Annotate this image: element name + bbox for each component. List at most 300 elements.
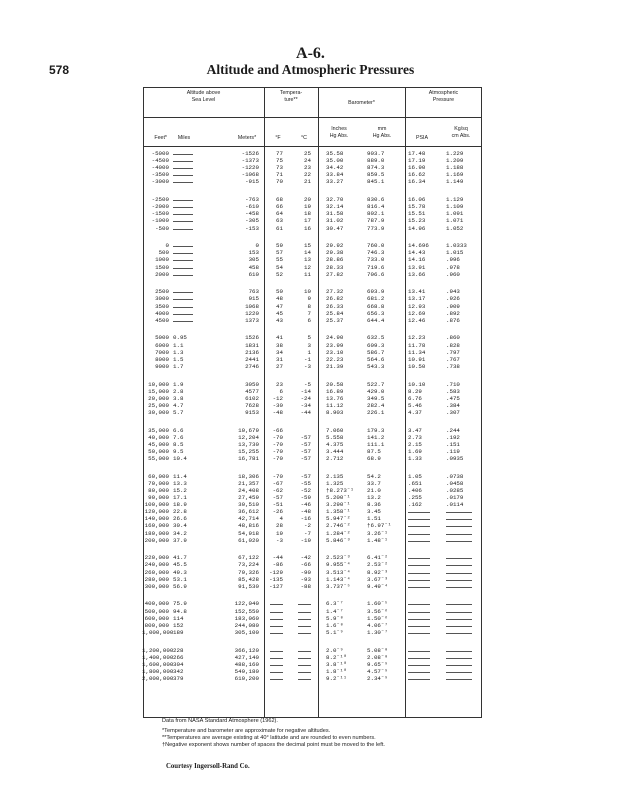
cell-miles-dash bbox=[173, 154, 193, 155]
cell-inches: 28.33 bbox=[326, 263, 344, 271]
cell-f: 75 bbox=[276, 157, 283, 165]
cell-meters: 458 bbox=[248, 263, 259, 271]
cell-mm: 746.3 bbox=[367, 249, 385, 257]
cell-inches: 9.2⁻¹¹ bbox=[326, 674, 347, 682]
cell-meters: 18,306 bbox=[238, 472, 259, 480]
cell-c-dash bbox=[298, 612, 311, 613]
cell-mm: 719.6 bbox=[367, 263, 385, 271]
cell-kg: 1.015 bbox=[446, 249, 464, 257]
cell-psia: 16.62 bbox=[408, 171, 426, 179]
cell-meters: -915 bbox=[245, 178, 259, 186]
cell-f: -135 bbox=[269, 575, 283, 583]
cell-c: 12 bbox=[304, 263, 311, 271]
cell-miles: 1.5 bbox=[173, 355, 184, 363]
cell-meters: 73,224 bbox=[238, 561, 259, 569]
cell-psia: 14.43 bbox=[408, 249, 426, 257]
credit-line: Courtesy Ingersoll-Rand Co. bbox=[166, 763, 250, 770]
cell-c: -48 bbox=[300, 508, 311, 516]
cell-c: -16 bbox=[300, 515, 311, 523]
cell-kg: .828 bbox=[446, 341, 460, 349]
column-divider-altitude bbox=[264, 87, 265, 718]
cell-f-dash bbox=[270, 604, 283, 605]
cell-kg: 1.0333 bbox=[446, 242, 467, 250]
cell-feet: 40,000 bbox=[148, 433, 169, 441]
footnote-temperature: **Temperatures are average existing at 40° latitude and are rounded to even numbers. bbox=[162, 735, 376, 741]
cell-meters: 1220 bbox=[245, 309, 259, 317]
cell-c: -5 bbox=[304, 380, 311, 388]
cell-miles: 11.4 bbox=[173, 472, 187, 480]
cell-miles: 13.3 bbox=[173, 479, 187, 487]
cell-feet: 160,000 bbox=[144, 522, 169, 530]
cell-kg-dash bbox=[446, 526, 472, 527]
cell-inches: 3.290⁻¹ bbox=[326, 501, 351, 509]
cell-f: 43 bbox=[276, 316, 283, 324]
cell-feet: 1,400,000 bbox=[142, 653, 174, 661]
cell-inches: 1.8⁻¹⁰ bbox=[326, 667, 347, 675]
kg-header-line-1: Kg/sq bbox=[454, 126, 468, 132]
cell-c: 23 bbox=[304, 164, 311, 172]
altitude-group-header bbox=[143, 90, 264, 103]
cell-meters: 2441 bbox=[245, 355, 259, 363]
cell-inches: 32.14 bbox=[326, 203, 344, 211]
cell-meters: 10,679 bbox=[238, 426, 259, 434]
cell-miles: 3.8 bbox=[173, 394, 184, 402]
cell-mm: 1.50⁻⁶ bbox=[367, 614, 388, 622]
cell-kg: .860 bbox=[446, 334, 460, 342]
cell-c: -57 bbox=[300, 447, 311, 455]
cell-c: -59 bbox=[300, 494, 311, 501]
cell-meters: 244,080 bbox=[234, 621, 259, 629]
inches-header-line-1: Inches bbox=[331, 126, 347, 132]
cell-miles: 22.8 bbox=[173, 508, 187, 516]
cell-kg: .892 bbox=[446, 309, 460, 317]
cell-mm: 681.2 bbox=[367, 295, 385, 303]
cell-mm: 141.2 bbox=[367, 433, 385, 441]
cell-mm: †6.97⁻¹ bbox=[367, 522, 392, 530]
cell-c: -93 bbox=[300, 575, 311, 583]
cell-kg: .583 bbox=[446, 387, 460, 395]
cell-mm: 5.08⁻⁸ bbox=[367, 646, 388, 654]
cell-c-dash bbox=[298, 651, 311, 652]
cell-f-dash bbox=[270, 626, 283, 627]
cell-inches: 35.58 bbox=[326, 150, 344, 157]
cell-inches: 28.86 bbox=[326, 256, 344, 264]
cell-meters: 24,408 bbox=[238, 486, 259, 494]
cell-mm: 656.3 bbox=[367, 309, 385, 317]
cell-meters: -305 bbox=[245, 217, 259, 225]
cell-kg: .996 bbox=[446, 256, 460, 264]
cell-inches: 3.8⁻¹⁰ bbox=[326, 660, 347, 668]
cell-miles-dash bbox=[173, 200, 193, 201]
cell-kg-dash bbox=[446, 565, 472, 566]
cell-feet: 60,000 bbox=[148, 472, 169, 480]
cell-feet: 6000 bbox=[155, 341, 169, 349]
cell-mm: 693.9 bbox=[367, 288, 385, 296]
cell-psia: 10.10 bbox=[408, 380, 426, 388]
cell-c-dash bbox=[298, 626, 311, 627]
cell-kg: 1.071 bbox=[446, 217, 464, 225]
cell-inches: 2.712 bbox=[326, 455, 344, 462]
cell-meters: -610 bbox=[245, 203, 259, 211]
cell-f: 68 bbox=[276, 196, 283, 204]
cell-meters: 30,510 bbox=[238, 501, 259, 509]
cell-mm: 564.6 bbox=[367, 355, 385, 363]
cell-psia-dash bbox=[408, 612, 430, 613]
cell-c: 20 bbox=[304, 196, 311, 204]
cell-meters: 183,060 bbox=[234, 614, 259, 622]
cell-mm: 429.0 bbox=[367, 387, 385, 395]
cell-f: 54 bbox=[276, 263, 283, 271]
cell-inches: †8.273⁻¹ bbox=[326, 486, 354, 494]
cell-f-dash bbox=[270, 672, 283, 673]
cell-miles: 1.1 bbox=[173, 341, 184, 349]
cell-psia-dash bbox=[408, 626, 430, 627]
cell-c: 16 bbox=[304, 224, 311, 232]
cell-inches: 5.1⁻⁹ bbox=[326, 628, 344, 636]
cell-feet: 70,000 bbox=[148, 479, 169, 487]
cell-psia: 12.23 bbox=[408, 334, 426, 342]
cell-mm: 13.2 bbox=[367, 494, 381, 501]
cell-mm: 889.0 bbox=[367, 157, 385, 165]
cell-f: -127 bbox=[269, 582, 283, 590]
footnote-negative-altitudes: *Temperature and barometer are approximate for negative altitudes. bbox=[162, 728, 331, 734]
cell-miles-dash bbox=[173, 299, 193, 300]
cell-kg: .710 bbox=[446, 380, 460, 388]
cell-kg: 1.209 bbox=[446, 157, 464, 165]
cell-meters: 488,160 bbox=[234, 660, 259, 668]
cell-psia: 2.73 bbox=[408, 433, 422, 441]
cell-f: 45 bbox=[276, 309, 283, 317]
cell-feet: 15,000 bbox=[148, 387, 169, 395]
cell-psia: 13.41 bbox=[408, 288, 426, 296]
cell-miles: 30.4 bbox=[173, 522, 187, 530]
cell-inches: 25.84 bbox=[326, 309, 344, 317]
cell-c: -3 bbox=[304, 362, 311, 370]
cell-feet: 300,000 bbox=[144, 582, 169, 590]
cell-miles: 379 bbox=[173, 674, 184, 682]
cell-f: -70 bbox=[272, 472, 283, 480]
cell-miles: 8.5 bbox=[173, 440, 184, 448]
cell-f: -12 bbox=[272, 394, 283, 402]
cell-mm: 773.9 bbox=[367, 224, 385, 232]
cell-inches: 20.58 bbox=[326, 380, 344, 388]
cell-miles: 6.6 bbox=[173, 426, 184, 434]
cell-meters: 1831 bbox=[245, 341, 259, 349]
cell-f: -66 bbox=[272, 426, 283, 434]
cell-meters: 366,120 bbox=[234, 646, 259, 654]
temperature-header-line-2: ture** bbox=[284, 96, 298, 103]
cell-inches: 1.358⁻¹ bbox=[326, 508, 351, 516]
cell-miles: 75.9 bbox=[173, 600, 187, 608]
cell-miles: 37.9 bbox=[173, 536, 187, 544]
cell-miles: 266 bbox=[173, 653, 184, 661]
cell-psia: 8.29 bbox=[408, 387, 422, 395]
cell-inches: 25.37 bbox=[326, 316, 344, 324]
cell-psia-dash bbox=[408, 672, 430, 673]
cell-f: 41 bbox=[276, 334, 283, 342]
cell-mm: 3.67⁻³ bbox=[367, 575, 388, 583]
cell-f: 19 bbox=[276, 529, 283, 537]
cell-meters: 1373 bbox=[245, 316, 259, 324]
cell-miles: 17.1 bbox=[173, 494, 187, 501]
cell-c: 22 bbox=[304, 171, 311, 179]
footnote-source: Data from NASA Standard Atmosphere (1962). bbox=[162, 718, 278, 724]
table-id: A-6. bbox=[296, 45, 325, 62]
cell-c: -34 bbox=[300, 401, 311, 409]
cell-meters: 67,122 bbox=[238, 554, 259, 562]
atmospheric-header-line-2: Pressure bbox=[432, 96, 455, 103]
cell-feet: 400,000 bbox=[144, 600, 169, 608]
cell-c-dash bbox=[298, 672, 311, 673]
cell-c: -42 bbox=[300, 554, 311, 562]
cell-miles: 53.1 bbox=[173, 575, 187, 583]
cell-f: 34 bbox=[276, 348, 283, 356]
cell-psia: 3.47 bbox=[408, 426, 422, 434]
table-title: Altitude and Atmospheric Pressures bbox=[206, 62, 415, 77]
cell-psia: 6.76 bbox=[408, 394, 422, 402]
cell-inches: 16.89 bbox=[326, 387, 344, 395]
cell-c: 18 bbox=[304, 210, 311, 218]
cell-miles: 18.9 bbox=[173, 501, 187, 509]
cell-c: 8 bbox=[307, 302, 311, 310]
cell-inches: 2.523⁻³ bbox=[326, 554, 351, 562]
cell-c: -57 bbox=[300, 455, 311, 462]
column-divider-barometer bbox=[405, 87, 406, 718]
cell-meters: -1526 bbox=[241, 150, 259, 157]
cell-inches: 11.12 bbox=[326, 401, 344, 409]
cell-feet: 500,000 bbox=[144, 607, 169, 615]
cell-f: 66 bbox=[276, 203, 283, 211]
col-header-miles: Miles bbox=[177, 135, 191, 141]
cell-kg-dash bbox=[446, 519, 472, 520]
cell-c: 14 bbox=[304, 249, 311, 257]
cell-mm: 1.51 bbox=[367, 515, 381, 523]
cell-f: 6 bbox=[279, 387, 283, 395]
cell-kg: .926 bbox=[446, 295, 460, 303]
cell-c-dash bbox=[298, 604, 311, 605]
cell-psia: 13.17 bbox=[408, 295, 426, 303]
cell-feet: -2000 bbox=[151, 203, 169, 211]
cell-feet: 140,000 bbox=[144, 515, 169, 523]
cell-psia-dash bbox=[408, 512, 430, 513]
cell-meters: 21,357 bbox=[238, 479, 259, 487]
temperature-header-line-1: Tempera- bbox=[279, 90, 303, 96]
cell-feet: 240,000 bbox=[144, 561, 169, 569]
cell-kg: .738 bbox=[446, 362, 460, 370]
cell-feet: 1,200,000 bbox=[142, 646, 174, 654]
cell-feet: -4500 bbox=[151, 157, 169, 165]
cell-miles-dash bbox=[173, 307, 193, 308]
cell-miles: 41.7 bbox=[173, 554, 187, 562]
cell-feet: 4000 bbox=[155, 309, 169, 317]
cell-c: 19 bbox=[304, 203, 311, 211]
cell-psia: 14.696 bbox=[408, 242, 429, 250]
cell-c: 11 bbox=[304, 270, 311, 278]
cell-psia-dash bbox=[408, 665, 430, 666]
cell-f-dash bbox=[270, 612, 283, 613]
cell-inches: 23.99 bbox=[326, 341, 344, 349]
cell-c-dash bbox=[298, 658, 311, 659]
cell-meters: 305,100 bbox=[234, 628, 259, 636]
cell-feet: -4000 bbox=[151, 164, 169, 172]
cell-miles-dash bbox=[173, 253, 193, 254]
cell-meters: 549,180 bbox=[234, 667, 259, 675]
cell-mm: 543.3 bbox=[367, 362, 385, 370]
cell-inches: 31.58 bbox=[326, 210, 344, 218]
cell-feet: 280,000 bbox=[144, 575, 169, 583]
cell-c: 21 bbox=[304, 178, 311, 186]
cell-f: 55 bbox=[276, 256, 283, 264]
cell-mm: 2.34⁻⁹ bbox=[367, 674, 388, 682]
cell-c: 10 bbox=[304, 288, 311, 296]
cell-c-dash bbox=[298, 619, 311, 620]
mm-header-line-1: mm bbox=[377, 126, 387, 132]
cell-f: 77 bbox=[276, 150, 283, 157]
cell-kg: .244 bbox=[446, 426, 460, 434]
cell-feet: 90,000 bbox=[148, 494, 169, 501]
cell-mm: 349.5 bbox=[367, 394, 385, 402]
inches-header-line-2: Hg Abs. bbox=[329, 132, 349, 139]
cell-meters: 54,918 bbox=[238, 529, 259, 537]
cell-kg: .0114 bbox=[446, 501, 464, 509]
cell-miles-dash bbox=[173, 214, 193, 215]
cell-psia: 16.06 bbox=[408, 196, 426, 204]
cell-kg: .876 bbox=[446, 316, 460, 324]
cell-inches: 22.23 bbox=[326, 355, 344, 363]
cell-psia-dash bbox=[408, 558, 430, 559]
cell-kg-dash bbox=[446, 633, 472, 634]
cell-inches: 5.558 bbox=[326, 433, 344, 441]
cell-inches: 29.38 bbox=[326, 249, 344, 257]
cell-meters: 1526 bbox=[245, 334, 259, 342]
cell-c: -44 bbox=[300, 408, 311, 416]
cell-mm: 632.5 bbox=[367, 334, 385, 342]
cell-c: -57 bbox=[300, 472, 311, 480]
cell-c: 7 bbox=[307, 309, 311, 317]
cell-c: 5 bbox=[307, 334, 311, 342]
cell-mm: 2.08⁻⁸ bbox=[367, 653, 388, 661]
cell-meters: 6102 bbox=[245, 394, 259, 402]
cell-miles: 15.2 bbox=[173, 486, 187, 494]
cell-f: 50 bbox=[276, 288, 283, 296]
cell-psia: 11.78 bbox=[408, 341, 426, 349]
cell-miles: 26.6 bbox=[173, 515, 187, 523]
barometer-group-header: Barometer* bbox=[348, 100, 375, 106]
cell-psia: .406 bbox=[408, 486, 422, 494]
cell-inches: 31.02 bbox=[326, 217, 344, 225]
cell-f: 64 bbox=[276, 210, 283, 218]
cell-f: 38 bbox=[276, 341, 283, 349]
cell-kg: .0179 bbox=[446, 494, 464, 501]
cell-inches: 13.76 bbox=[326, 394, 344, 402]
cell-mm: 9.49⁻⁴ bbox=[367, 582, 388, 590]
cell-miles-dash bbox=[173, 168, 193, 169]
cell-kg: .978 bbox=[446, 263, 460, 271]
cell-mm: 522.7 bbox=[367, 380, 385, 388]
cell-psia-dash bbox=[408, 519, 430, 520]
cell-f: 48 bbox=[276, 295, 283, 303]
cell-feet: -500 bbox=[155, 224, 169, 232]
cell-f: 63 bbox=[276, 217, 283, 225]
cell-miles: 1.7 bbox=[173, 362, 184, 370]
cell-psia: 1.05 bbox=[408, 472, 422, 480]
cell-meters: 915 bbox=[248, 295, 259, 303]
cell-f: 52 bbox=[276, 270, 283, 278]
cell-c: 24 bbox=[304, 157, 311, 165]
cell-inches: 23.10 bbox=[326, 348, 344, 356]
cell-meters: 610 bbox=[248, 270, 259, 278]
cell-miles: 45.5 bbox=[173, 561, 187, 569]
cell-f: -62 bbox=[272, 486, 283, 494]
cell-kg-dash bbox=[446, 651, 472, 652]
cell-inches: 26.82 bbox=[326, 295, 344, 303]
cell-inches: 3.737⁻⁵ bbox=[326, 582, 351, 590]
cell-feet: 500 bbox=[158, 249, 169, 257]
cell-c: 6 bbox=[307, 316, 311, 324]
cell-feet: -3500 bbox=[151, 171, 169, 179]
cell-kg: .943 bbox=[446, 288, 460, 296]
cell-meters: 13,730 bbox=[238, 440, 259, 448]
cell-mm: 87.5 bbox=[367, 447, 381, 455]
cell-c: 13 bbox=[304, 256, 311, 264]
cell-inches: 30.47 bbox=[326, 224, 344, 232]
cell-feet: 800,000 bbox=[144, 621, 169, 629]
cell-mm: 845.1 bbox=[367, 178, 385, 186]
cell-meters: 610,200 bbox=[234, 674, 259, 682]
cell-c: -52 bbox=[300, 486, 311, 494]
cell-miles-dash bbox=[173, 229, 193, 230]
cell-feet: 1,600,000 bbox=[142, 660, 174, 668]
cell-mm: 586.7 bbox=[367, 348, 385, 356]
cell-f: -44 bbox=[272, 554, 283, 562]
cell-feet: 1000 bbox=[155, 256, 169, 264]
cell-psia-dash bbox=[408, 658, 430, 659]
column-header-divider bbox=[143, 146, 482, 147]
cell-kg-dash bbox=[446, 626, 472, 627]
cell-miles-dash bbox=[173, 260, 193, 261]
cell-miles: 152 bbox=[173, 621, 184, 629]
cell-miles-dash bbox=[173, 175, 193, 176]
cell-c: -19 bbox=[300, 536, 311, 544]
cell-meters: 1068 bbox=[245, 302, 259, 310]
cell-kg: .151 bbox=[446, 440, 460, 448]
cell-psia: 12.46 bbox=[408, 316, 426, 324]
cell-kg-dash bbox=[446, 534, 472, 535]
cell-meters: -1220 bbox=[241, 164, 259, 172]
cell-feet: 5000 bbox=[155, 334, 169, 342]
cell-inches: 9.955⁻⁴ bbox=[326, 561, 351, 569]
cell-miles-dash bbox=[173, 292, 193, 293]
cell-c: -88 bbox=[300, 582, 311, 590]
cell-inches: 8.903 bbox=[326, 408, 344, 416]
cell-mm: 830.6 bbox=[367, 196, 385, 204]
cell-feet: 3500 bbox=[155, 302, 169, 310]
cell-psia: 1.69 bbox=[408, 447, 422, 455]
cell-inches: 26.33 bbox=[326, 302, 344, 310]
cell-kg-dash bbox=[446, 612, 472, 613]
cell-feet: 100,000 bbox=[144, 501, 169, 509]
atmospheric-header-line-1: Atmospheric bbox=[428, 90, 459, 96]
cell-miles-dash bbox=[173, 182, 193, 183]
cell-miles: 342 bbox=[173, 667, 184, 675]
cell-feet: 9000 bbox=[155, 362, 169, 370]
cell-psia: 2.15 bbox=[408, 440, 422, 448]
cell-psia-dash bbox=[408, 526, 430, 527]
cell-feet: 1500 bbox=[155, 263, 169, 271]
cell-inches: 7.060 bbox=[326, 426, 344, 434]
cell-psia: 1.33 bbox=[408, 455, 422, 462]
cell-c: -46 bbox=[300, 501, 311, 509]
